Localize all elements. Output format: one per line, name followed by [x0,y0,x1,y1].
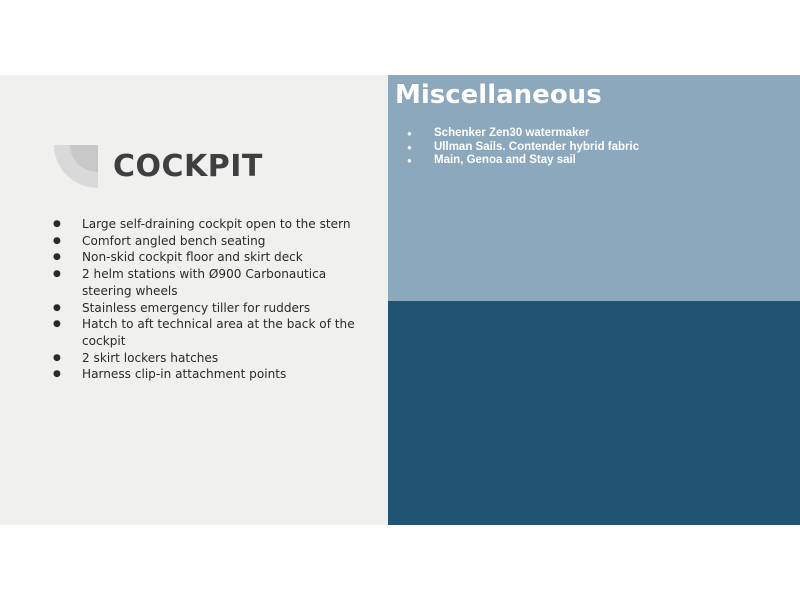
list-item: ● Stainless emergency tiller for rudders [50,300,375,317]
list-item: ● 2 skirt lockers hatches [50,350,375,367]
image-placeholder-panel [388,301,800,525]
slide [0,75,800,525]
list-item: ● 2 helm stations with Ø900 Carbonautica steering wheels [50,266,375,299]
miscellaneous-list [405,127,785,168]
list-item: ● Main, Genoa and Stay sail [405,154,785,168]
list-item: ● Non-skid cockpit floor and skirt deck [50,249,375,266]
cockpit-panel [0,75,388,525]
cockpit-title: COCKPIT [113,149,263,184]
list-item: ● Harness clip-in attachment points [50,366,375,383]
list-item: ● Schenker Zen30 watermaker [405,127,785,141]
quarter-circle-decoration-icon [54,145,98,188]
list-item: ● Large self-draining cockpit open to the stern [50,216,375,233]
miscellaneous-title: Miscellaneous [395,80,602,110]
list-item: ● Hatch to aft technical area at the back of the cockpit [50,316,375,349]
list-item: ● Comfort angled bench seating [50,233,375,250]
list-item: ● Ullman Sails. Contender hybrid fabric [405,141,785,155]
cockpit-feature-list [50,216,375,383]
